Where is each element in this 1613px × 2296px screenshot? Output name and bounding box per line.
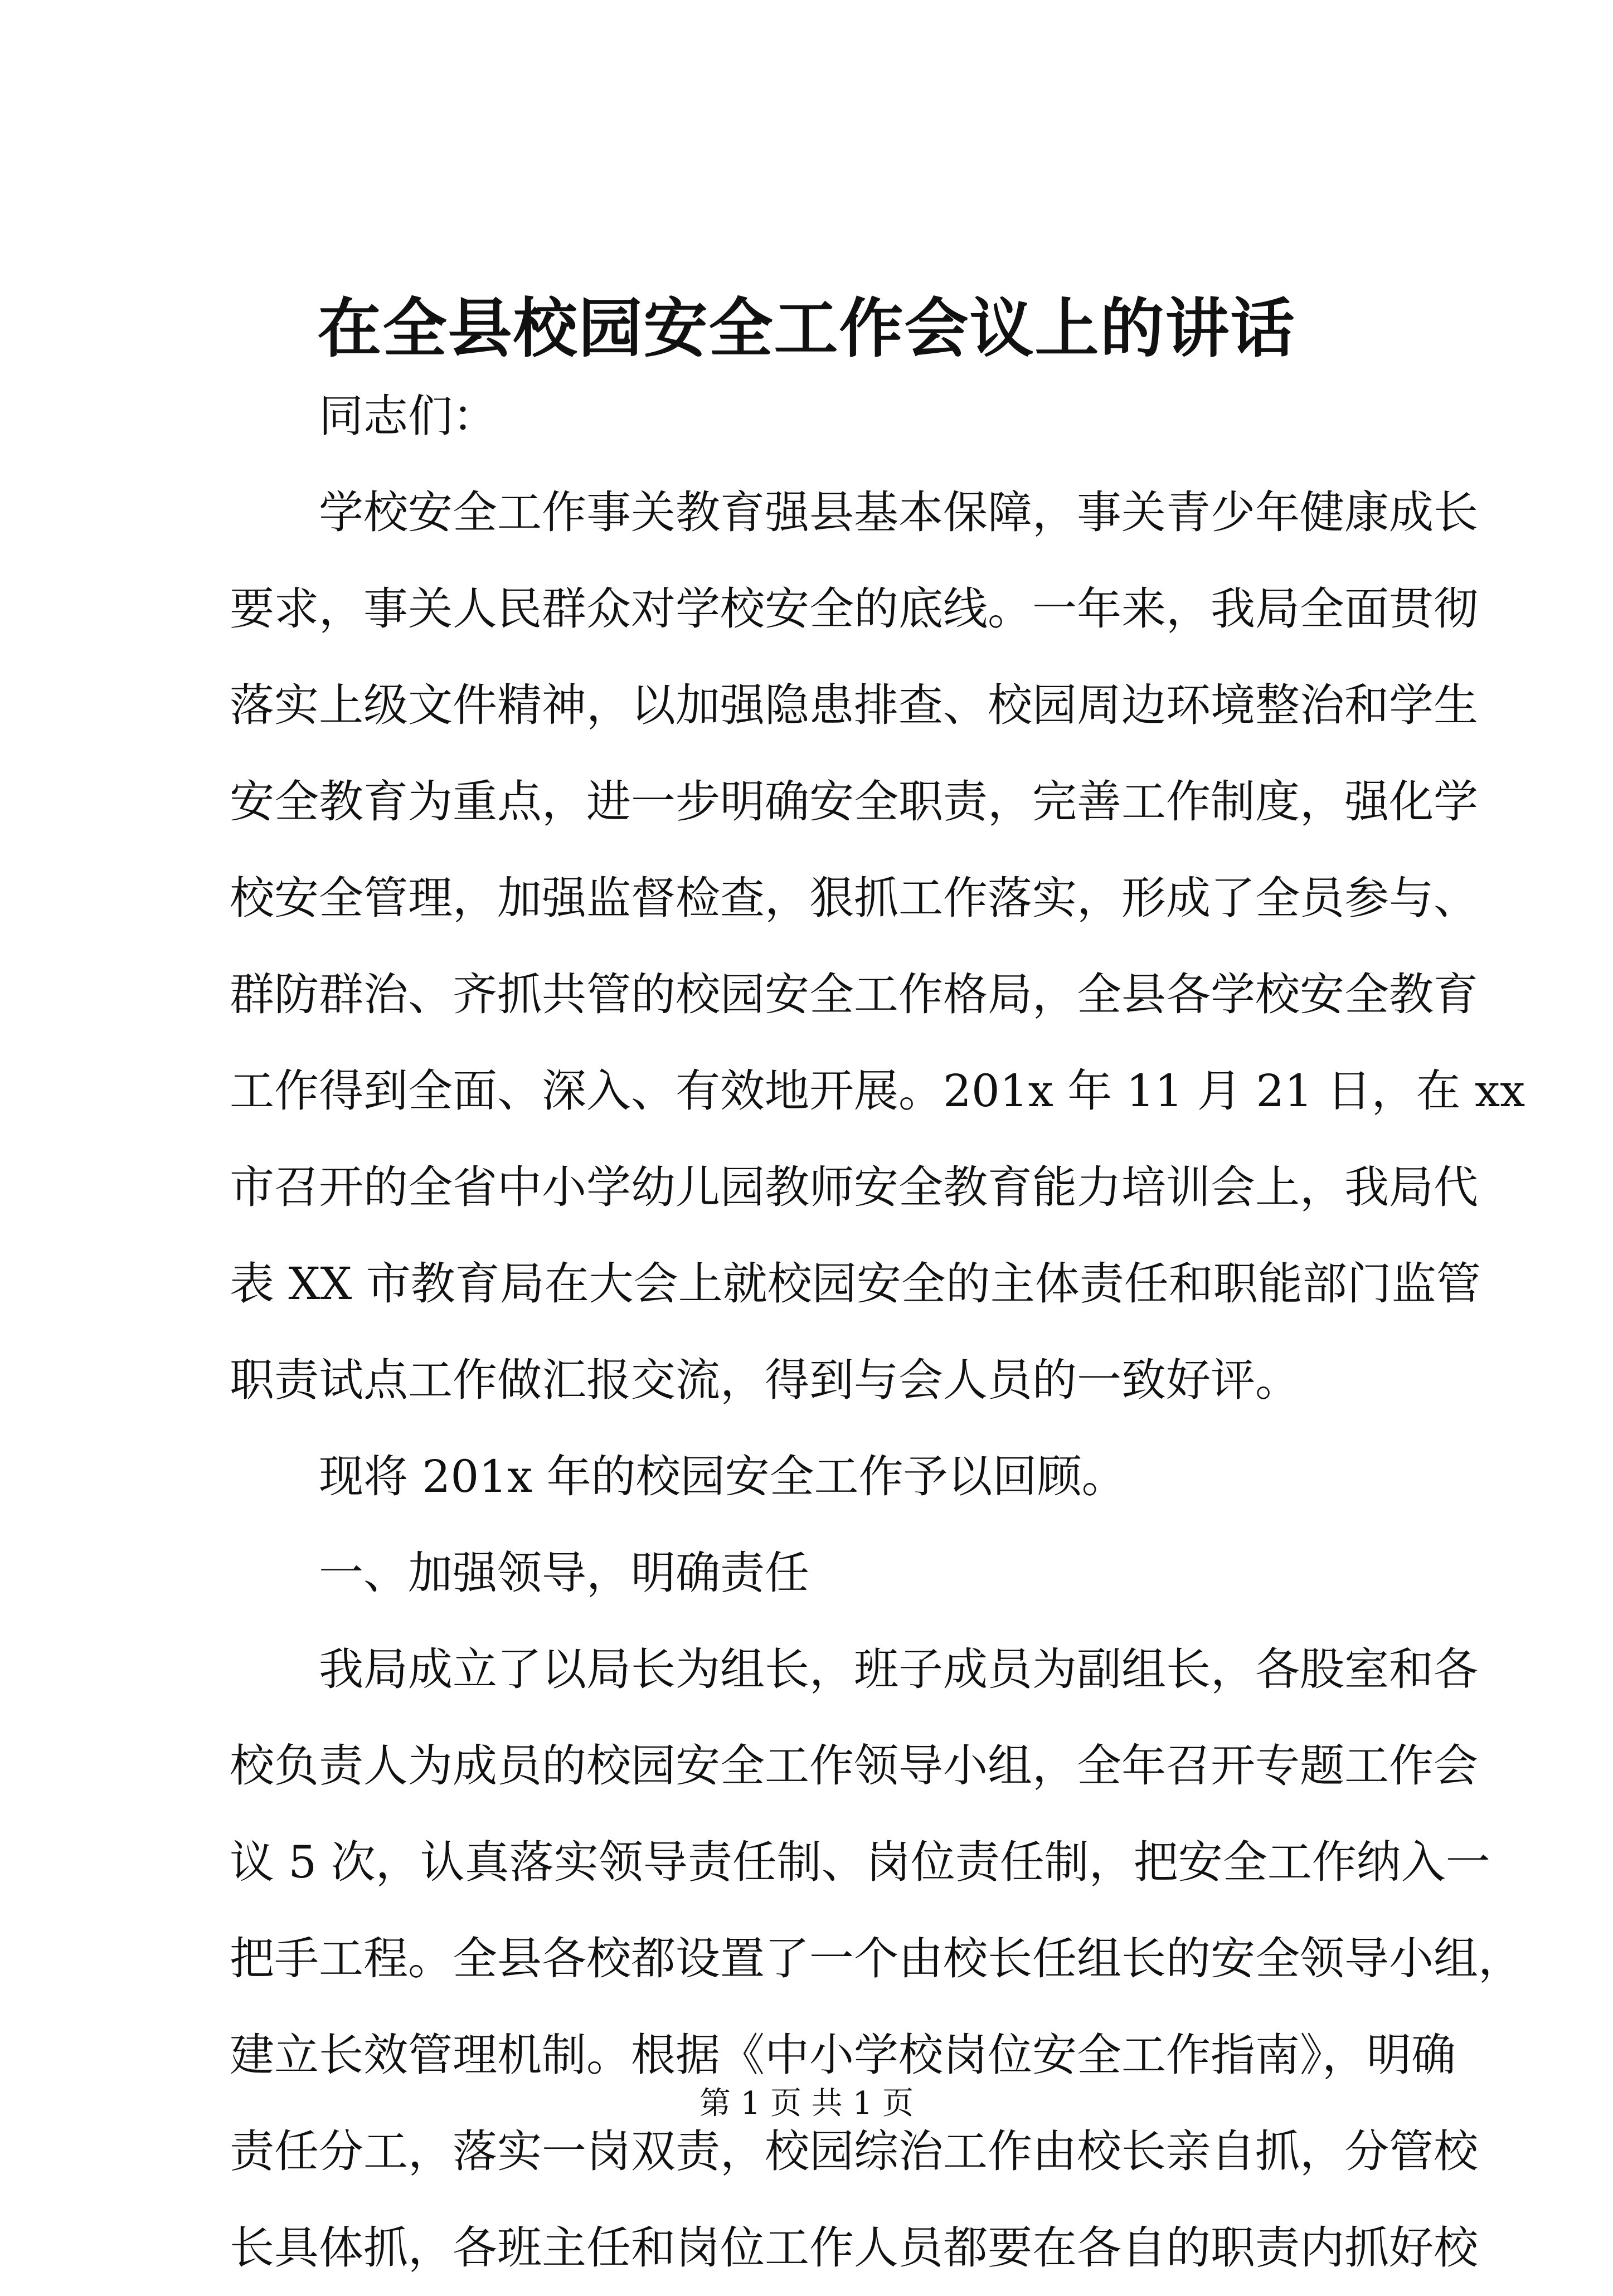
paragraph-line: 建立长效管理机制。根据《中小学校岗位安全工作指南》，明确	[230, 2029, 1456, 2081]
paragraph-line: 要求，事关人民群众对学校安全的底线。一年来，我局全面贯彻	[230, 583, 1478, 635]
paragraph-line: 长具体抓，各班主任和岗位工作人员都要在各自的职责内抓好校	[230, 2222, 1478, 2274]
paragraph-line: 校负责人为成员的校园安全工作领导小组，全年召开专题工作会	[230, 1740, 1478, 1792]
paragraph-line: 表 XX 市教育局在大会上就校园安全的主体责任和职能部门监管	[230, 1258, 1481, 1310]
paragraph-line: 市召开的全省中小学幼儿园教师安全教育能力培训会上，我局代	[230, 1161, 1478, 1213]
paragraph-line: 学校安全工作事关教育强县基本保障，事关青少年健康成长	[319, 487, 1478, 538]
document-body	[230, 368, 1525, 2296]
paragraph-line: 职责试点工作做汇报交流，得到与会人员的一致好评。	[230, 1354, 1300, 1406]
paragraph-line: 把手工程。全县各校都设置了一个由校长任组长的安全领导小组，	[230, 1933, 1523, 1984]
paragraph-line: 我局成立了以局长为组长，班子成员为副组长，各股室和各	[319, 1643, 1478, 1695]
section-heading: 一、加强领导，明确责任	[319, 1547, 809, 1599]
paragraph-line: 校安全管理，加强监督检查，狠抓工作落实，形成了全员参与、	[230, 872, 1478, 924]
paragraph-line: 群防群治、齐抓共管的校园安全工作格局，全县各学校安全教育	[230, 969, 1478, 1020]
paragraph-line: 落实上级文件精神，以加强隐患排查、校园周边环境整治和学生	[230, 679, 1478, 731]
paragraph-line: 安全教育为重点，进一步明确安全职责，完善工作制度，强化学	[230, 776, 1478, 828]
paragraph-line: 责任分工，落实一岗双责，校园综治工作由校长亲自抓，分管校	[230, 2125, 1478, 2177]
paragraph-line: 议 5 次，认真落实领导责任制、岗位责任制，把安全工作纳入一	[230, 1836, 1490, 1888]
paragraph-line: 工作得到全面、深入、有效地开展。201x 年 11 月 21 日，在 xx	[230, 1065, 1525, 1117]
salutation-line: 同志们：	[319, 390, 497, 442]
document-title: 在全县校园安全工作会议上的讲话	[317, 291, 1296, 366]
paragraph-line: 现将 201x 年的校园安全工作予以回顾。	[319, 1451, 1126, 1502]
page-number-footer: 第 1 页 共 1 页	[699, 2085, 914, 2122]
